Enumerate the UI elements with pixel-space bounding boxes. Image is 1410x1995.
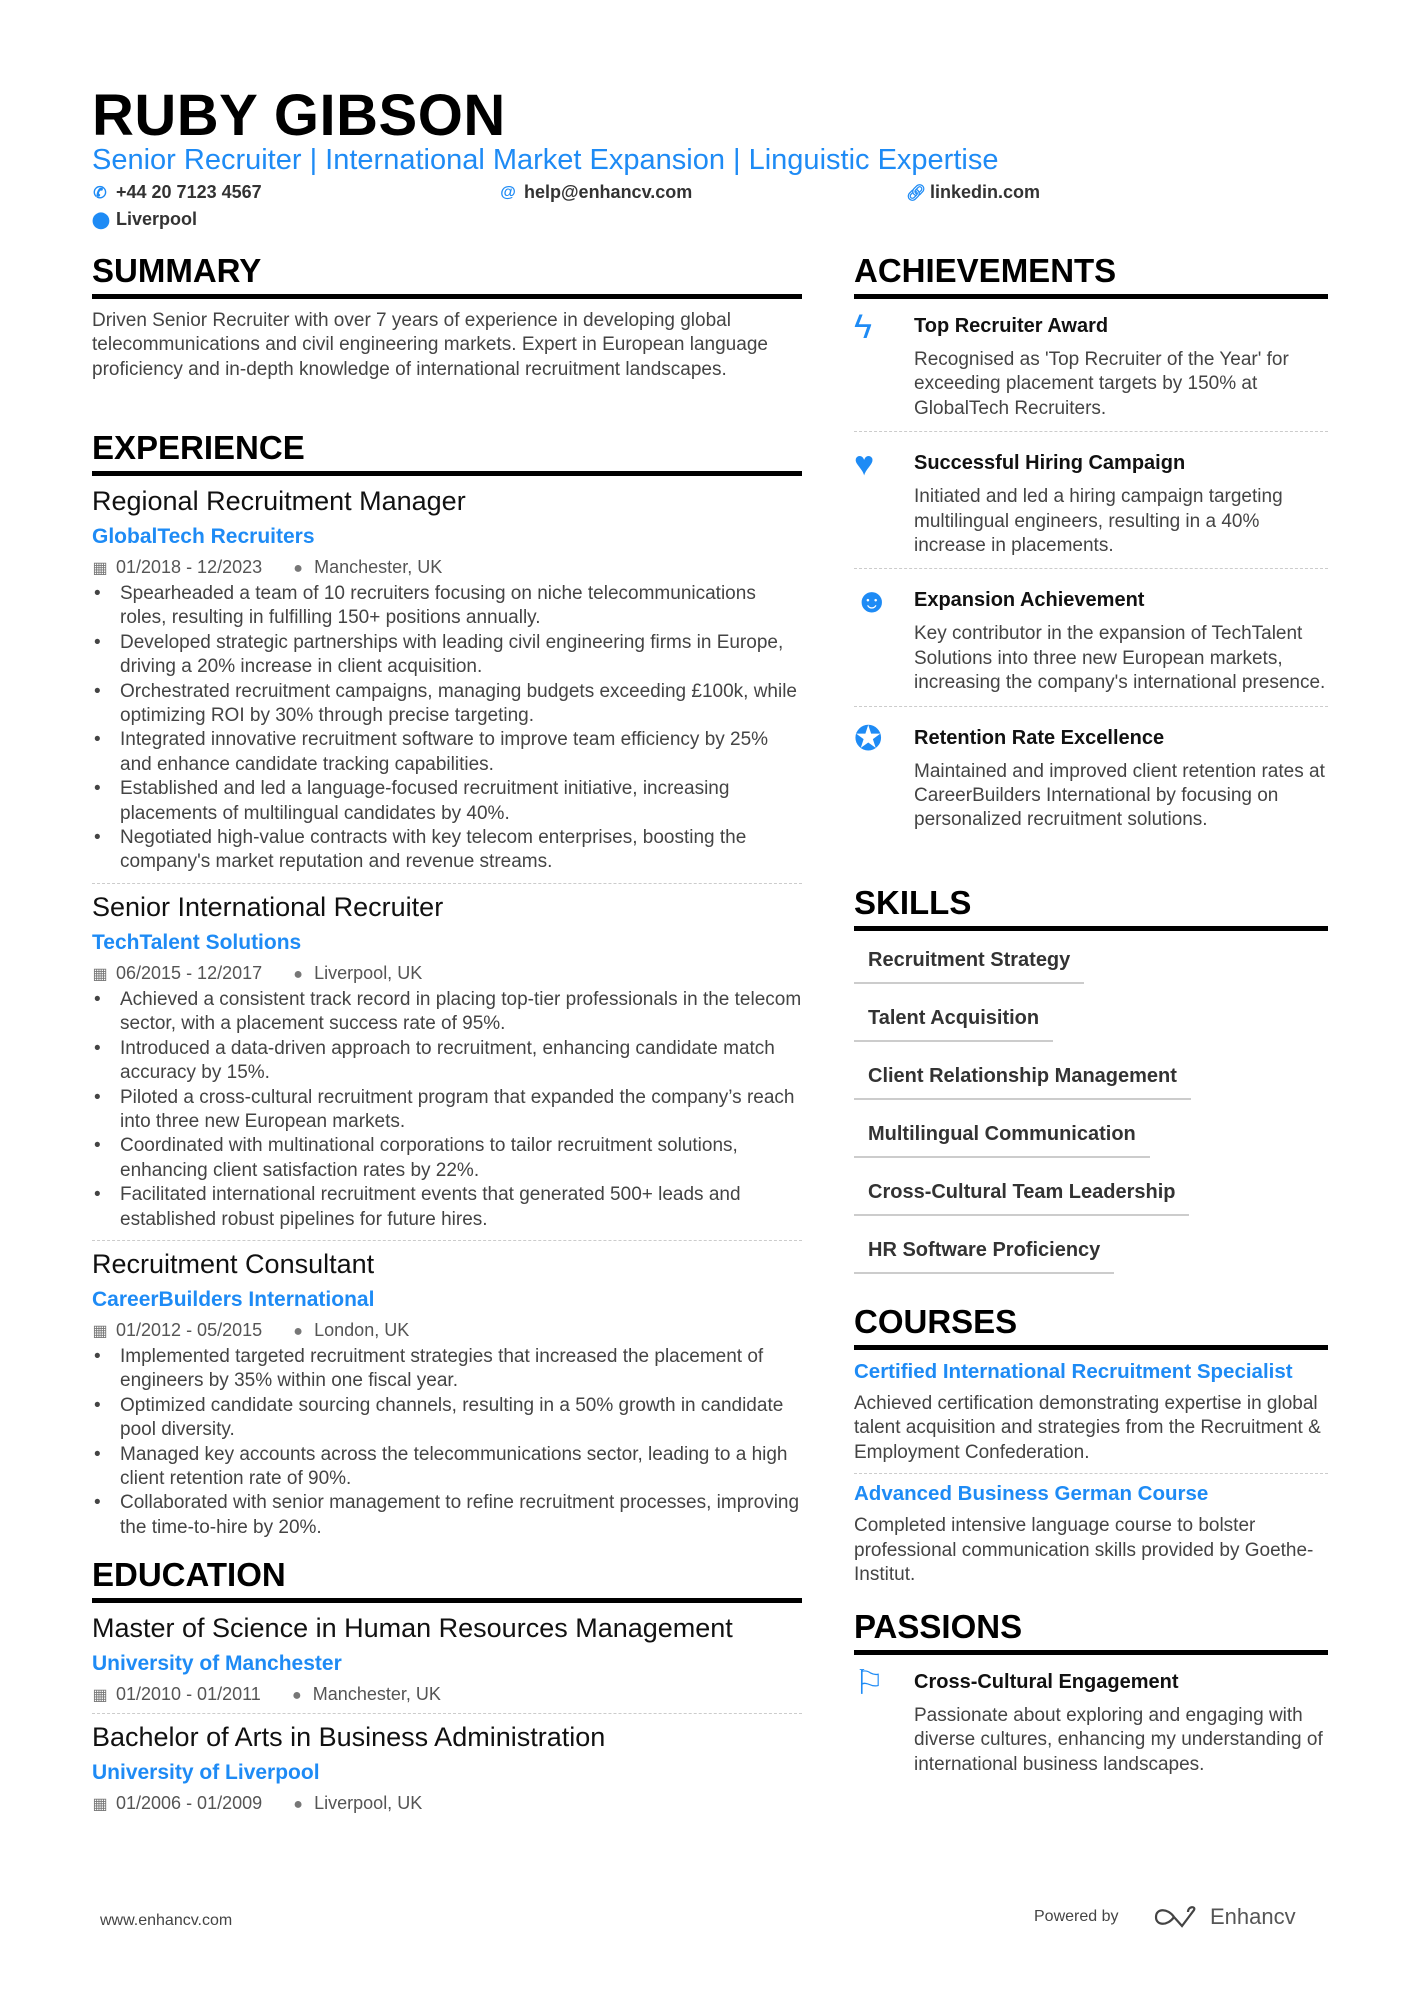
skills-section <box>854 884 1328 1289</box>
candidate-name: RUBY GIBSON <box>92 83 506 148</box>
linkedin-text[interactable]: linkedin.com <box>930 182 1041 202</box>
list-item <box>854 299 1328 427</box>
item-description: Maintained and improved client retention rates at CareerBuilders International by focusing on personalized recruitment solutions. <box>914 760 1325 831</box>
divider <box>854 706 1328 707</box>
location-text: Liverpool, UK <box>314 962 423 983</box>
date-text: 01/2010 - 01/2011 <box>116 1684 261 1704</box>
bullet-item: • Facilitated international recruitment events that generated 500+ leads and established robust pipelines for future hires. <box>92 1183 802 1232</box>
section-heading: EXPERIENCE <box>92 429 802 476</box>
bullet-item: • Integrated innovative recruitment software to improve team efficiency by 25% and enhance candidate tracking capabilities. <box>92 728 802 777</box>
location-text: Liverpool, UK <box>314 1793 423 1813</box>
date-text: 01/2006 - 01/2009 <box>116 1793 263 1813</box>
education-section <box>92 1556 802 1814</box>
summary-section <box>92 252 802 382</box>
item-content <box>914 309 1328 421</box>
enhancv-logo[interactable] <box>1152 1904 1296 1930</box>
phone-icon: ✆ <box>93 184 107 202</box>
heart-icon: ♥ <box>854 445 875 484</box>
education-location <box>289 1684 441 1705</box>
divider <box>92 1713 802 1714</box>
bullet-item: • Developed strategic partnerships with leading civil engineering firms in Europe, driving a 20% increase in client acquisition. <box>92 631 802 680</box>
bullet-item: • Coordinated with multinational corporations to tailor recruitment solutions, enhancing client satisfaction rates by 22%. <box>92 1134 802 1183</box>
divider <box>854 1473 1328 1474</box>
item-title: Expansion Achievement <box>914 589 1145 612</box>
calendar-icon: ▦ <box>92 965 108 983</box>
item-title: Cross-Cultural Engagement <box>914 1671 1179 1693</box>
date-text: 01/2012 - 05/2015 <box>116 1319 263 1340</box>
course-title: Certified International Recruitment Specialist <box>854 1360 1293 1383</box>
job-location <box>290 963 422 984</box>
location-pin-icon: ● <box>293 1322 303 1340</box>
item-description: Initiated and led a hiring campaign targeting multilingual engineers, resulting in a 40% increase in placements. <box>914 486 1283 557</box>
divider <box>854 431 1328 432</box>
contact-linkedin[interactable] <box>906 182 1040 203</box>
school-name: University of Liverpool <box>92 1761 320 1784</box>
job-location <box>290 1320 409 1341</box>
school-name: University of Manchester <box>92 1652 342 1675</box>
item-description: Recognised as 'Top Recruiter of the Year' for exceeding placement targets by 150% at GlobalTech Recruiters. <box>914 349 1289 419</box>
bullet-item: • Collaborated with senior management to refine recruitment processes, improving the time-to-hire by 20%. <box>92 1491 802 1540</box>
bolt-icon: ϟ <box>854 308 872 346</box>
skill-tag: HR Software Proficiency <box>854 1231 1114 1274</box>
company-name: GlobalTech Recruiters <box>92 525 315 548</box>
powered-by-text: Powered by <box>1034 1908 1119 1925</box>
job-title: Senior International Recruiter <box>92 891 444 922</box>
enhancv-logo-icon <box>1152 1904 1200 1930</box>
item-content <box>914 1665 1328 1777</box>
summary-text: Driven Senior Recruiter with over 7 years of experience in developing global telecommunications and civil engineering markets. Expert in European language proficiency and in-depth knowledge of international recruitment landscapes. <box>92 310 768 380</box>
date-range <box>92 1320 262 1341</box>
skill-tag: Client Relationship Management <box>854 1057 1191 1100</box>
company-name: CareerBuilders International <box>92 1287 375 1311</box>
education-location <box>290 1793 422 1814</box>
courses-section <box>854 1303 1328 1587</box>
skill-tag: Talent Acquisition <box>854 999 1053 1042</box>
bullet-item: • Spearheaded a team of 10 recruiters focusing on niche telecommunications roles, resulting in fulfilling 150+ positions annually. <box>92 582 802 631</box>
job-title: Regional Recruitment Manager <box>92 486 466 516</box>
date-range <box>92 1684 261 1705</box>
bullet-list <box>92 1345 802 1540</box>
skill-tag: Multilingual Communication <box>854 1115 1150 1158</box>
date-text: 06/2015 - 12/2017 <box>116 962 263 983</box>
skill-tag: Cross-Cultural Team Leadership <box>854 1173 1189 1216</box>
bullet-item: • Implemented targeted recruitment strategies that increased the placement of engineers by 35% within one fiscal year. <box>92 1345 802 1394</box>
bullet-item: • Orchestrated recruitment campaigns, managing budgets exceeding £100k, while optimizing ROI by 30% through precise targeting. <box>92 680 802 729</box>
experience-section <box>92 429 802 1540</box>
section-heading: ACHIEVEMENTS <box>854 252 1328 299</box>
education-meta <box>92 1793 802 1814</box>
passions-section <box>854 1608 1328 1783</box>
course-description: Completed intensive language course to bolster professional communication skills provided by Goethe-Institut. <box>854 1515 1314 1586</box>
item-content <box>914 446 1328 558</box>
section-heading: SKILLS <box>854 884 1328 931</box>
calendar-icon: ▦ <box>92 1687 108 1704</box>
item-content <box>914 721 1328 833</box>
contact-phone <box>92 182 262 203</box>
job-meta <box>92 963 802 984</box>
education-meta <box>92 1684 802 1705</box>
job-location <box>290 557 442 578</box>
location-text: Liverpool <box>116 209 198 229</box>
divider <box>92 883 802 884</box>
section-heading: EDUCATION <box>92 1556 802 1603</box>
course-description: Achieved certification demonstrating expertise in global talent acquisition and strategies from the Recruitment & Employment Confederation. <box>854 1393 1321 1463</box>
job-title: Recruitment Consultant <box>92 1248 375 1279</box>
head-icon: ☻ <box>854 582 890 621</box>
email-text[interactable]: help@enhancv.com <box>524 182 693 202</box>
bullet-list <box>92 582 802 875</box>
job-meta <box>92 1320 802 1341</box>
item-title: Retention Rate Excellence <box>914 726 1165 749</box>
date-range <box>92 557 262 578</box>
location-text: Manchester, UK <box>312 1684 441 1704</box>
achievements-section <box>854 252 1328 839</box>
bullet-item: • Achieved a consistent track record in placing top-tier professionals in the telecom sector, with a placement success rate of 95%. <box>92 988 802 1037</box>
calendar-icon: ▦ <box>92 560 108 577</box>
location-pin-icon: ⬤ <box>92 211 110 229</box>
section-heading: SUMMARY <box>92 252 802 299</box>
degree: Master of Science in Human Resources Management <box>92 1613 733 1643</box>
date-text: 01/2018 - 12/2023 <box>116 557 263 577</box>
item-content <box>914 583 1328 695</box>
item-description: Passionate about exploring and engaging with diverse cultures, enhancing my understanding of international business landscapes. <box>914 1705 1323 1775</box>
date-range <box>92 963 262 984</box>
at-icon: @ <box>500 183 516 201</box>
list-item <box>854 1655 1328 1783</box>
bullet-item: • Introduced a data-driven approach to recruitment, enhancing candidate match accuracy by 15%. <box>92 1037 802 1086</box>
brand-text: Enhancv <box>1210 1904 1296 1929</box>
calendar-icon: ▦ <box>92 1322 108 1340</box>
contact-location <box>92 209 197 230</box>
medal-icon: ✪ <box>854 719 883 758</box>
flag-icon: ⚐ <box>854 1664 885 1702</box>
location-pin-icon: ● <box>291 1687 302 1704</box>
calendar-icon: ▦ <box>92 1796 108 1813</box>
list-item <box>854 573 1328 701</box>
footer-website[interactable]: www.enhancv.com <box>100 1912 233 1929</box>
item-title: Top Recruiter Award <box>914 315 1109 337</box>
link-icon: 🔗︎ <box>906 184 927 202</box>
date-range <box>92 1793 262 1814</box>
skill-tag: Recruitment Strategy <box>854 941 1084 984</box>
location-pin-icon: ● <box>293 965 303 983</box>
location-pin-icon: ● <box>293 1796 303 1813</box>
section-heading: COURSES <box>854 1303 1328 1350</box>
bullet-item: • Optimized candidate sourcing channels, resulting in a 50% growth in candidate pool diversity. <box>92 1394 802 1443</box>
course-title: Advanced Business German Course <box>854 1482 1209 1506</box>
item-title: Successful Hiring Campaign <box>914 452 1186 475</box>
job-meta <box>92 557 802 578</box>
location-pin-icon: ● <box>293 560 303 577</box>
bullet-list <box>92 988 802 1232</box>
bullet-item: • Managed key accounts across the telecommunications sector, leading to a high client retention rate of 90%. <box>92 1443 802 1492</box>
degree: Bachelor of Arts in Business Administration <box>92 1722 606 1752</box>
divider <box>92 1240 802 1241</box>
section-heading: PASSIONS <box>854 1608 1328 1655</box>
location-text: Manchester, UK <box>314 557 443 577</box>
company-name: TechTalent Solutions <box>92 930 302 954</box>
contact-email[interactable] <box>500 182 692 203</box>
phone-text: +44 20 7123 4567 <box>116 182 262 202</box>
headline: Senior Recruiter | International Market Expansion | Linguistic Expertise <box>92 144 999 176</box>
list-item <box>854 711 1328 839</box>
list-item <box>854 436 1328 564</box>
bullet-item: • Negotiated high-value contracts with key telecom enterprises, boosting the company's market reputation and revenue streams. <box>92 826 802 875</box>
bullet-item: • Piloted a cross-cultural recruitment program that expanded the company’s reach into three new European markets. <box>92 1086 802 1135</box>
location-text: London, UK <box>314 1319 410 1340</box>
divider <box>854 568 1328 569</box>
item-description: Key contributor in the expansion of TechTalent Solutions into three new European markets, increasing the company's international presence. <box>914 623 1326 694</box>
bullet-item: • Established and led a language-focused recruitment initiative, increasing placements of multilingual candidates by 40%. <box>92 777 802 826</box>
